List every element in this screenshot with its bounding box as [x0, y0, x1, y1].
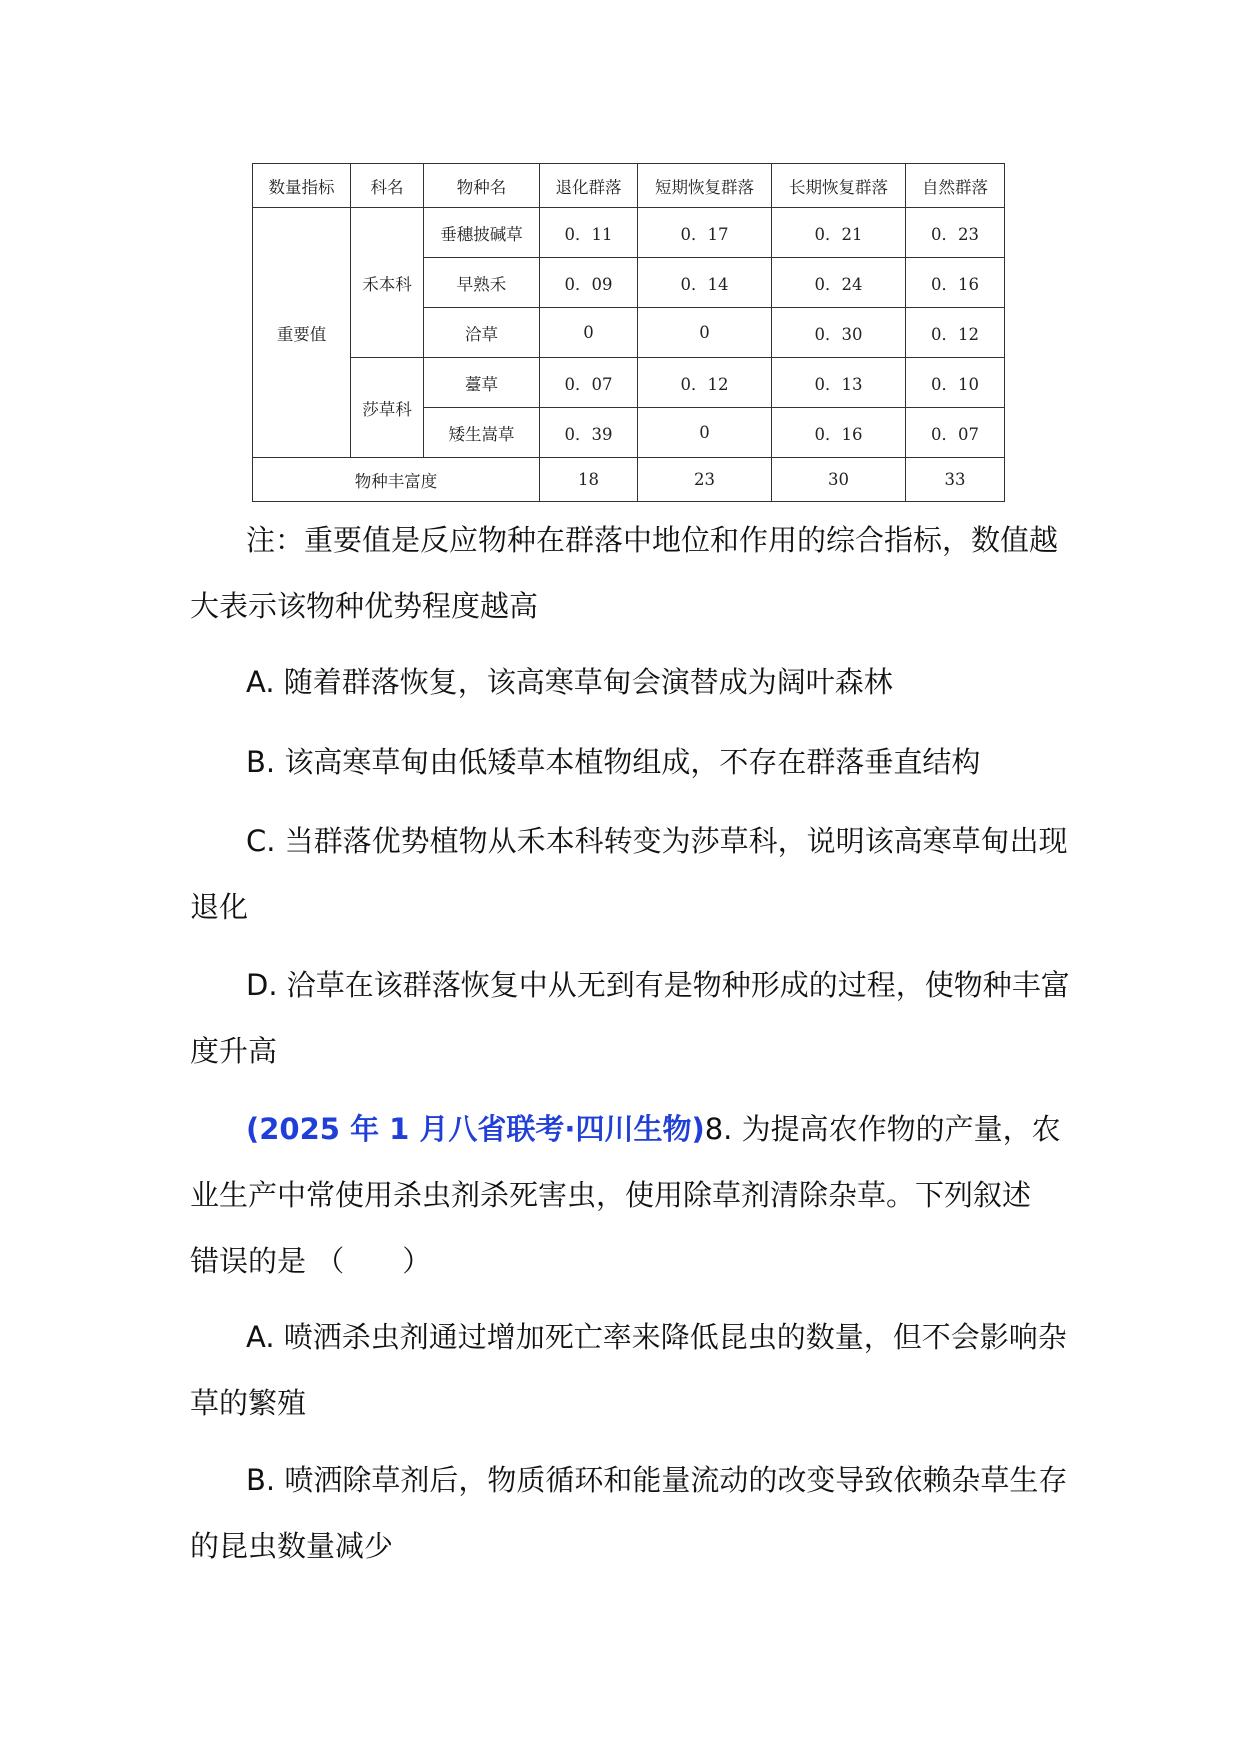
value-cell: 0．13 [772, 358, 906, 408]
table-header-row [253, 164, 1005, 208]
column-header: 物种名 [424, 164, 540, 208]
column-header: 短期恢复群落 [638, 164, 772, 208]
value-cell: 0．23 [906, 208, 1005, 258]
value-cell: 23 [638, 458, 772, 502]
value-cell: 18 [540, 458, 638, 502]
species-cell: 垂穗披碱草 [424, 208, 540, 258]
species-cell: 矮生嵩草 [424, 408, 540, 458]
value-cell: 0．30 [772, 308, 906, 358]
value-cell: 0．14 [638, 258, 772, 308]
value-cell: 0．09 [540, 258, 638, 308]
value-cell: 0．07 [906, 408, 1005, 458]
value-cell: 0．12 [638, 358, 772, 408]
value-cell: 0．24 [772, 258, 906, 308]
column-header: 退化群落 [540, 164, 638, 208]
question-source: (2025 年 1 月八省联考·四川生物) [246, 1112, 705, 1146]
species-cell: 薹草 [424, 358, 540, 408]
indicator-cell: 重要值 [253, 208, 351, 458]
value-cell: 0．16 [906, 258, 1005, 308]
value-cell: 0．11 [540, 208, 638, 258]
family-cell: 禾本科 [351, 208, 424, 358]
family-cell: 莎草科 [351, 358, 424, 458]
value-cell: 0．39 [540, 408, 638, 458]
data-table [252, 163, 1005, 502]
richness-label: 物种丰富度 [253, 458, 540, 502]
q8-option-a: A. 喷洒杀虫剂通过增加死亡率来降低昆虫的数量，但不会影响杂 草的繁殖 [190, 1320, 1067, 1420]
column-header: 科名 [351, 164, 424, 208]
value-cell: 0．12 [906, 308, 1005, 358]
q7-option-a: A. 随着群落恢复，该高寒草甸会演替成为阔叶森林 [246, 665, 893, 699]
question-8: (2025 年 1 月八省联考·四川生物)8. 为提高农作物的产量，农 业生产中常使用杀虫剂杀死害虫，使用除草剂清除杂草。下列叙述 错误的是 （ ） [190, 1112, 1061, 1278]
value-cell: 0 [638, 308, 772, 358]
table-row [253, 208, 1005, 258]
value-cell: 0．07 [540, 358, 638, 408]
value-cell: 0．17 [638, 208, 772, 258]
species-cell: 早熟禾 [424, 258, 540, 308]
column-header: 自然群落 [906, 164, 1005, 208]
q7-option-c: C. 当群落优势植物从禾本科转变为莎草科，说明该高寒草甸出现 退化 [190, 824, 1068, 924]
value-cell: 0．10 [906, 358, 1005, 408]
column-header: 长期恢复群落 [772, 164, 906, 208]
value-cell: 0 [540, 308, 638, 358]
table-note: 注：重要值是反应物种在群落中地位和作用的综合指标，数值越 大表示该物种优势程度越高 [190, 523, 1059, 623]
value-cell: 0 [638, 408, 772, 458]
species-cell: 洽草 [424, 308, 540, 358]
q7-option-d: D. 洽草在该群落恢复中从无到有是物种形成的过程，使物种丰富 度升高 [190, 968, 1070, 1068]
q8-option-b: B. 喷洒除草剂后，物质循环和能量流动的改变导致依赖杂草生存 的昆虫数量减少 [190, 1463, 1068, 1563]
column-header: 数量指标 [253, 164, 351, 208]
q7-option-b: B. 该高寒草甸由低矮草本植物组成，不存在群落垂直结构 [246, 745, 981, 779]
table-row [253, 358, 1005, 408]
value-cell: 33 [906, 458, 1005, 502]
value-cell: 0．21 [772, 208, 906, 258]
value-cell: 0．16 [772, 408, 906, 458]
richness-row [253, 458, 1005, 502]
value-cell: 30 [772, 458, 906, 502]
